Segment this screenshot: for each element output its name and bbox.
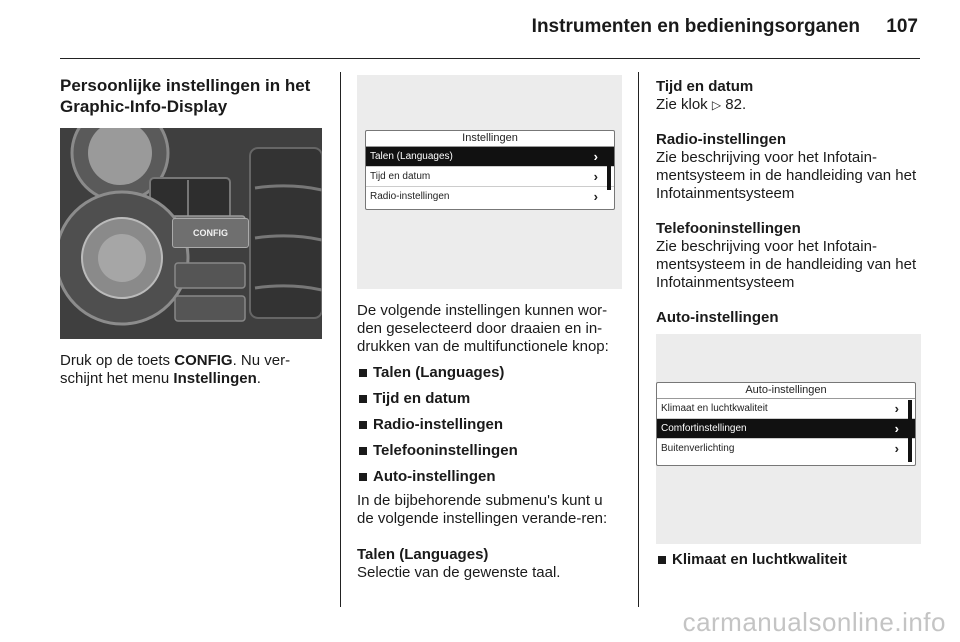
config-button: CONFIG: [172, 218, 249, 248]
bullet-item: [357, 390, 622, 408]
bullet-item: [357, 416, 622, 434]
chevron-right-icon: ›: [894, 441, 899, 456]
menu-item-label: Radio-instellingen: [370, 191, 450, 202]
chevron-right-icon: ›: [894, 401, 899, 416]
instruction-text: . Nu ver-schijnt het menu: [60, 352, 291, 387]
menu-item-label: Talen (Languages): [370, 151, 453, 162]
section-heading: Persoonlijke instellingen in het Graphic-Info-Display: [60, 76, 311, 116]
config-instruction: [60, 352, 325, 388]
submenu-intro-text: In de bijbehorende submenu's kunt u de volgende instellingen verande-ren:: [357, 492, 608, 527]
chevron-right-icon: ›: [593, 149, 598, 164]
column-3: [656, 78, 921, 327]
talen-text: Selectie van de gewenste taal.: [357, 564, 561, 581]
menu-item-klimaat: [657, 399, 915, 419]
menu-item-label: Buitenverlichting: [661, 443, 735, 454]
menu-item-label: Klimaat en luchtkwaliteit: [661, 403, 768, 414]
page-header-title: Instrumenten en bedieningsorganen: [531, 16, 860, 37]
bullet-item: [357, 468, 622, 486]
menu-item-talen: [366, 147, 614, 167]
chevron-right-icon: ›: [593, 189, 598, 204]
menu-title: Auto-instellingen: [657, 383, 915, 399]
bullet-label: Klimaat en luchtkwaliteit: [672, 551, 848, 568]
bullet-item: [357, 442, 622, 460]
menu-item-comfort: [657, 419, 915, 439]
telefoon-text: Zie beschrijving voor het Infotain-mentsysteem in de handleiding van het Infotainmentsysteem: [656, 238, 917, 291]
menu-item-label: Comfortinstellingen: [661, 423, 747, 434]
radio-text: Zie beschrijving voor het Infotain-mentsysteem in de handleiding van het Infotainmentsysteem: [656, 149, 917, 202]
instruction-text: .: [256, 370, 261, 387]
bullet-square-icon: [359, 369, 367, 377]
header-rule: [60, 58, 920, 59]
menu-item-label: Tijd en datum: [370, 171, 431, 182]
tijd-text-part: Zie klok: [656, 96, 712, 113]
tijd-text-part: 82.: [721, 96, 747, 113]
bullet-label: Telefooninstellingen: [373, 442, 518, 459]
auto-instellingen-screen-image: [656, 334, 921, 544]
bullet-item: [357, 364, 622, 382]
config-button-photo: [60, 128, 322, 339]
menu-item-tijd: [366, 167, 614, 187]
bullet-label: Radio-instellingen: [373, 416, 504, 433]
chevron-right-icon: ›: [593, 169, 598, 184]
menu-item-buitenverlichting: [657, 439, 915, 458]
scrollbar: [607, 148, 611, 190]
instruction-text: Druk op de toets: [60, 352, 175, 369]
page-reference-icon: ▷: [711, 98, 722, 112]
talen-heading: Talen (Languages): [357, 546, 489, 563]
bullet-square-icon: [359, 421, 367, 429]
tijd-heading: Tijd en datum: [656, 78, 754, 95]
instellingen-screen-image: [357, 75, 622, 289]
scrollbar: [908, 400, 912, 462]
bullet-label: Talen (Languages): [373, 364, 505, 381]
column-divider-1: [340, 72, 341, 607]
telefoon-heading: Telefooninstellingen: [656, 220, 801, 237]
page-number: 107: [886, 16, 918, 37]
instellingen-keyword: Instellingen: [173, 370, 257, 387]
intro-text: De volgende instellingen kunnen wor-den geselecteerd door draaien en in-drukken van de multifunctionele knop:: [357, 302, 609, 355]
column-1: [60, 75, 325, 117]
radio-heading: Radio-instellingen: [656, 131, 787, 148]
bullet-item: [656, 551, 921, 569]
bullet-square-icon: [359, 447, 367, 455]
bullet-square-icon: [359, 395, 367, 403]
bullet-square-icon: [359, 473, 367, 481]
chevron-right-icon: ›: [894, 421, 899, 436]
column-3-bullets: [656, 551, 921, 569]
instellingen-menu: [365, 130, 615, 210]
bullet-square-icon: [658, 556, 666, 564]
auto-heading: Auto-instellingen: [656, 309, 779, 326]
config-keyword: CONFIG: [174, 352, 233, 369]
menu-item-radio: [366, 187, 614, 206]
column-2: [357, 302, 622, 582]
tijd-text: [656, 96, 921, 114]
bullet-label: Auto-instellingen: [373, 468, 496, 485]
bullet-label: Tijd en datum: [373, 390, 471, 407]
menu-title: Instellingen: [366, 131, 614, 147]
watermark: carmanualsonline.info: [682, 607, 946, 637]
column-divider-2: [638, 72, 639, 607]
auto-instellingen-menu: [656, 382, 916, 466]
